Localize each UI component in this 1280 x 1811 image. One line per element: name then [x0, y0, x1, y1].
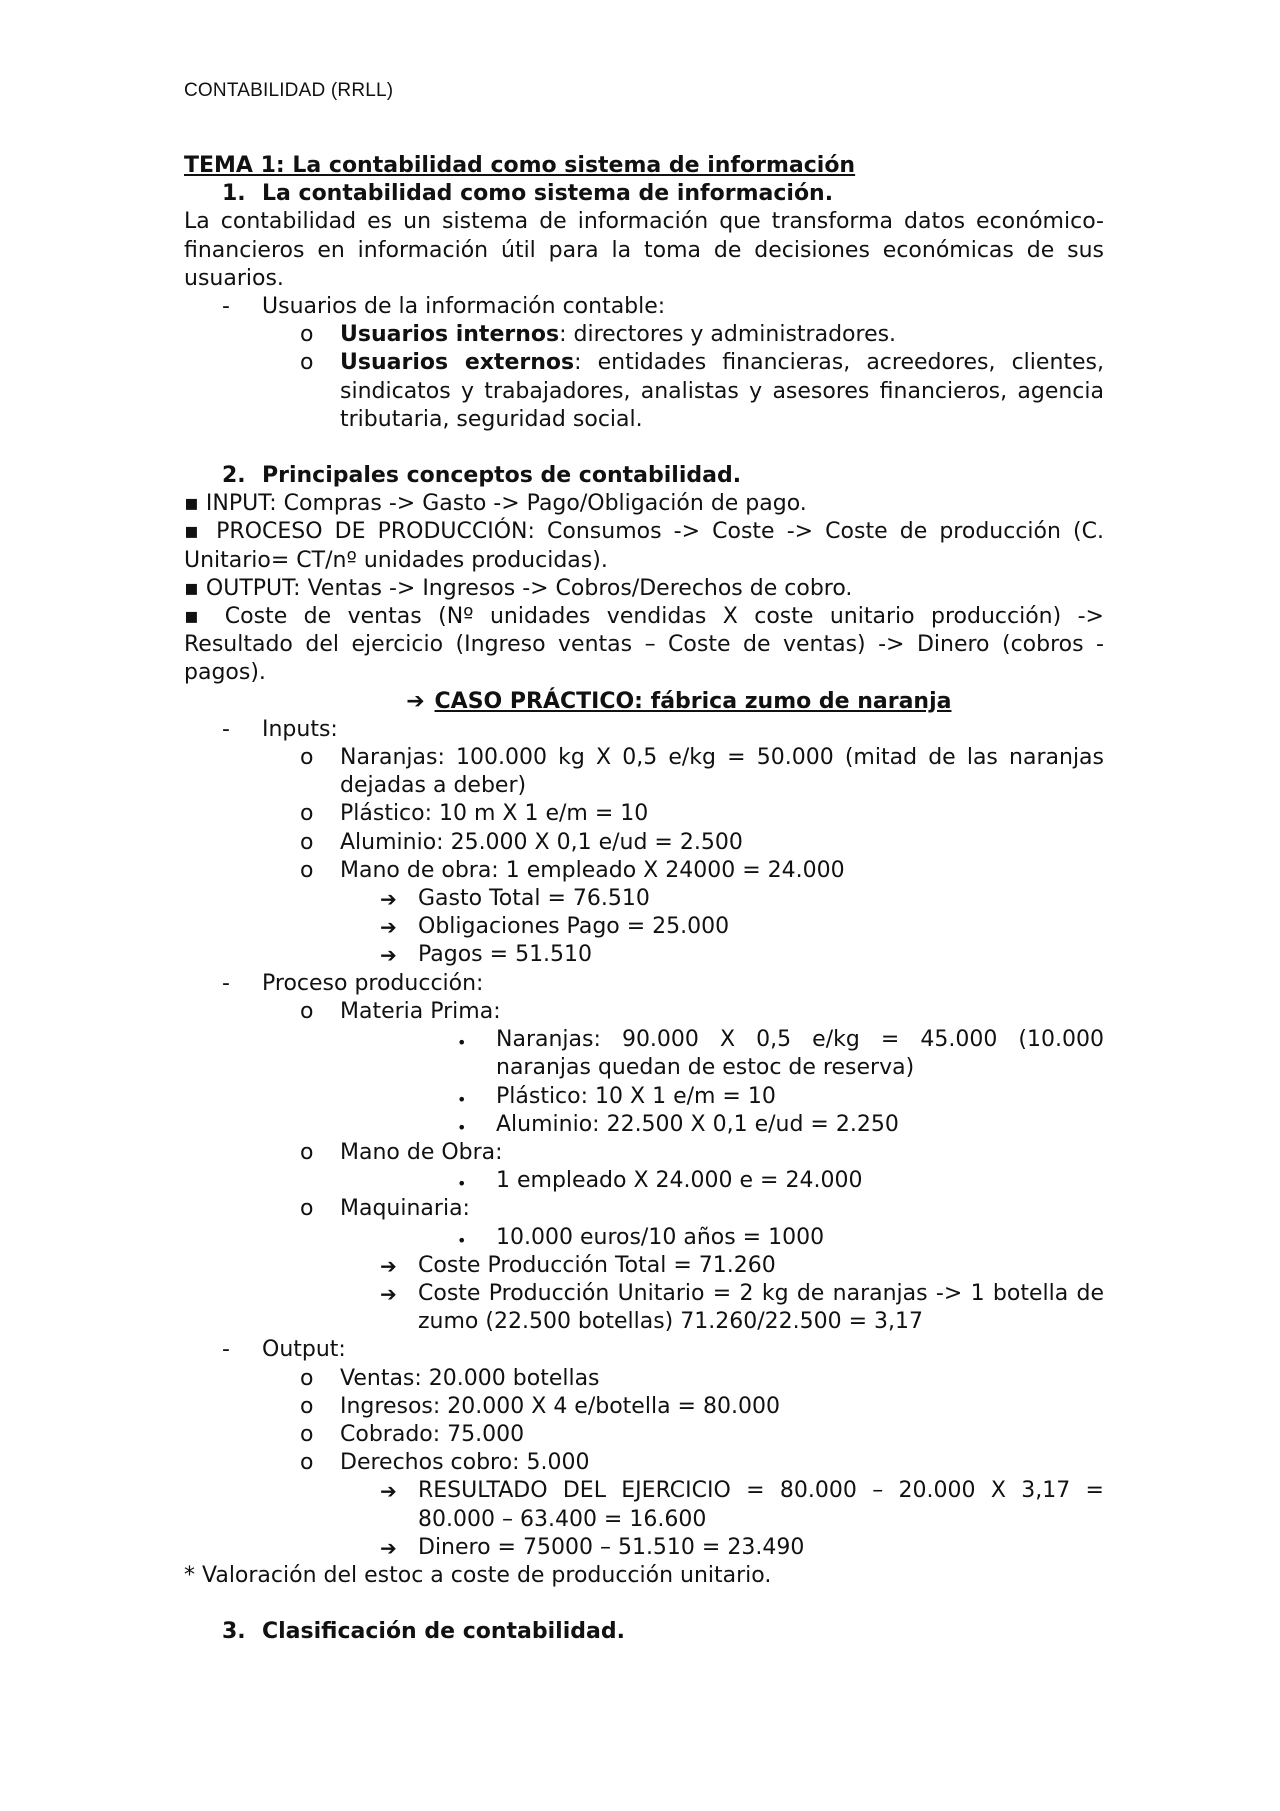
circle-marker: o — [300, 1393, 314, 1419]
section-2-number: 2. — [222, 463, 246, 489]
dash-marker: - — [222, 1337, 230, 1363]
list-item: o Usuarios externos: entidades financieras, acreedores, clientes, sindicatos y trabajadores, analistas y asesores financieros, agencia tributaria, seguridad social. — [300, 350, 1105, 432]
result-item: ➔ Coste Producción Unitario = 2 kg de naranjas -> 1 botella de zumo (22.500 botellas) 71.260/22.500 = 3,17 — [380, 1280, 1104, 1335]
section-2-title: Principales conceptos de contabilidad. — [262, 463, 742, 489]
square-bullet-icon: ▪ — [184, 575, 199, 601]
result-item: ➔ Pagos = 51.510 — [184, 941, 1104, 969]
circle-marker: o — [300, 745, 314, 771]
square-bullet-icon: ▪ — [184, 604, 209, 630]
list-item: o Materia Prima: — [184, 998, 1104, 1026]
list-item: o Mano de Obra: — [184, 1139, 1104, 1167]
square-bullet-icon: ▪ — [184, 519, 205, 545]
list-item: - Inputs: — [184, 716, 1104, 744]
list-item: o Maquinaria: — [184, 1195, 1104, 1223]
arrow-icon: ➔ — [380, 1253, 397, 1278]
list-item: o Plástico: 10 m X 1 e/m = 10 — [184, 800, 1104, 828]
list-item: - Usuarios de la información contable: — [184, 293, 1104, 321]
bullet-icon: • — [457, 1174, 467, 1194]
section-2-heading — [184, 462, 1104, 490]
bullet-icon: • — [457, 1089, 467, 1109]
arrow-icon: ➔ — [406, 688, 425, 714]
result-item: ➔ Dinero = 75000 – 51.510 = 23.490 — [184, 1534, 1104, 1562]
circle-marker: o — [300, 801, 314, 827]
document-body — [184, 152, 1104, 1646]
list-item: o Naranjas: 100.000 kg X 0,5 e/kg = 50.000 (mitad de las naranjas dejadas a deber) — [300, 745, 1104, 799]
page-title: TEMA 1: La contabilidad como sistema de información — [184, 153, 856, 178]
circle-marker: o — [300, 998, 314, 1024]
concept-proceso: ▪ PROCESO DE PRODUCCIÓN: Consumos -> Coste -> Coste de producción (C. Unitario= CT/nº unidades producidas). — [184, 519, 1104, 573]
footnote: * Valoración del estoc a coste de producción unitario. — [184, 1562, 772, 1588]
section-3-title: Clasificación de contabilidad. — [262, 1619, 625, 1645]
case-title: ➔ CASO PRÁCTICO: fábrica zumo de naranja — [184, 688, 1104, 716]
circle-marker: o — [300, 1196, 314, 1222]
section-1-heading — [184, 180, 1104, 208]
bullet-icon: • — [457, 1117, 467, 1137]
arrow-icon: ➔ — [380, 1535, 397, 1560]
list-item: • Aluminio: 22.500 X 0,1 e/ud = 2.250 — [184, 1111, 1104, 1139]
section-1-number: 1. — [222, 181, 246, 207]
list-item: o Aluminio: 25.000 X 0,1 e/ud = 2.500 — [184, 829, 1104, 857]
list-item: • 10.000 euros/10 años = 1000 — [184, 1224, 1104, 1252]
list-item: o Usuarios internos: directores y administradores. — [184, 321, 1104, 349]
result-item: ➔ Gasto Total = 76.510 — [184, 885, 1104, 913]
arrow-icon: ➔ — [380, 1281, 397, 1306]
circle-marker: o — [300, 322, 314, 348]
circle-marker: o — [300, 857, 314, 883]
list-item: • Naranjas: 90.000 X 0,5 e/kg = 45.000 (10.000 naranjas quedan de estoc de reserva) — [457, 1027, 1104, 1081]
arrow-icon: ➔ — [380, 1479, 397, 1504]
dash-marker: - — [222, 716, 230, 742]
list-item: • 1 empleado X 24.000 e = 24.000 — [184, 1167, 1104, 1195]
arrow-icon: ➔ — [380, 915, 397, 940]
list-item: o Derechos cobro: 5.000 — [184, 1449, 1104, 1477]
circle-marker: o — [300, 1365, 314, 1391]
result-item: ➔ RESULTADO DEL EJERCICIO = 80.000 – 20.000 X 3,17 = 80.000 – 63.400 = 16.600 — [380, 1478, 1104, 1532]
section-1-title: La contabilidad como sistema de información. — [262, 181, 834, 207]
section-1-paragraph: La contabilidad es un sistema de información que transforma datos económico-financieros en información útil para la toma de decisiones económicas de sus usuarios. — [184, 209, 1104, 291]
circle-marker: o — [300, 1421, 314, 1447]
list-item: o Ventas: 20.000 botellas — [184, 1365, 1104, 1393]
list-item: o Cobrado: 75.000 — [184, 1421, 1104, 1449]
list-item: o Ingresos: 20.000 X 4 e/botella = 80.000 — [184, 1393, 1104, 1421]
dash-marker: - — [222, 294, 230, 320]
arrow-icon: ➔ — [380, 887, 397, 912]
square-bullet-icon: ▪ — [184, 491, 199, 517]
concept-coste: ▪ Coste de ventas (Nº unidades vendidas X coste unitario producción) -> Resultado del ejercicio (Ingreso ventas – Coste de ventas) -> Dinero (cobros - pagos). — [184, 604, 1104, 686]
list-item: • Plástico: 10 X 1 e/m = 10 — [184, 1083, 1104, 1111]
circle-marker: o — [300, 350, 314, 376]
circle-marker: o — [300, 829, 314, 855]
section-3-number: 3. — [222, 1619, 246, 1645]
list-item: - Output: — [184, 1336, 1104, 1364]
bullet-icon: • — [457, 1230, 467, 1250]
arrow-icon: ➔ — [380, 943, 397, 968]
section-3-heading — [184, 1618, 1104, 1646]
concept-output: ▪ OUTPUT: Ventas -> Ingresos -> Cobros/Derechos de cobro. — [184, 575, 853, 601]
external-users-term: Usuarios externos — [340, 350, 575, 376]
list-item: o Mano de obra: 1 empleado X 24000 = 24.000 — [184, 857, 1104, 885]
circle-marker: o — [300, 1139, 314, 1165]
result-item: ➔ Coste Producción Total = 71.260 — [184, 1252, 1104, 1280]
result-item: ➔ Obligaciones Pago = 25.000 — [184, 913, 1104, 941]
concept-input: ▪ INPUT: Compras -> Gasto -> Pago/Obligación de pago. — [184, 491, 807, 517]
list-item: - Proceso producción: — [184, 970, 1104, 998]
page-header: CONTABILIDAD (RRLL) — [184, 80, 394, 101]
dash-marker: - — [222, 970, 230, 996]
bullet-icon: • — [457, 1033, 467, 1053]
circle-marker: o — [300, 1450, 314, 1476]
internal-users-term: Usuarios internos — [340, 322, 560, 348]
